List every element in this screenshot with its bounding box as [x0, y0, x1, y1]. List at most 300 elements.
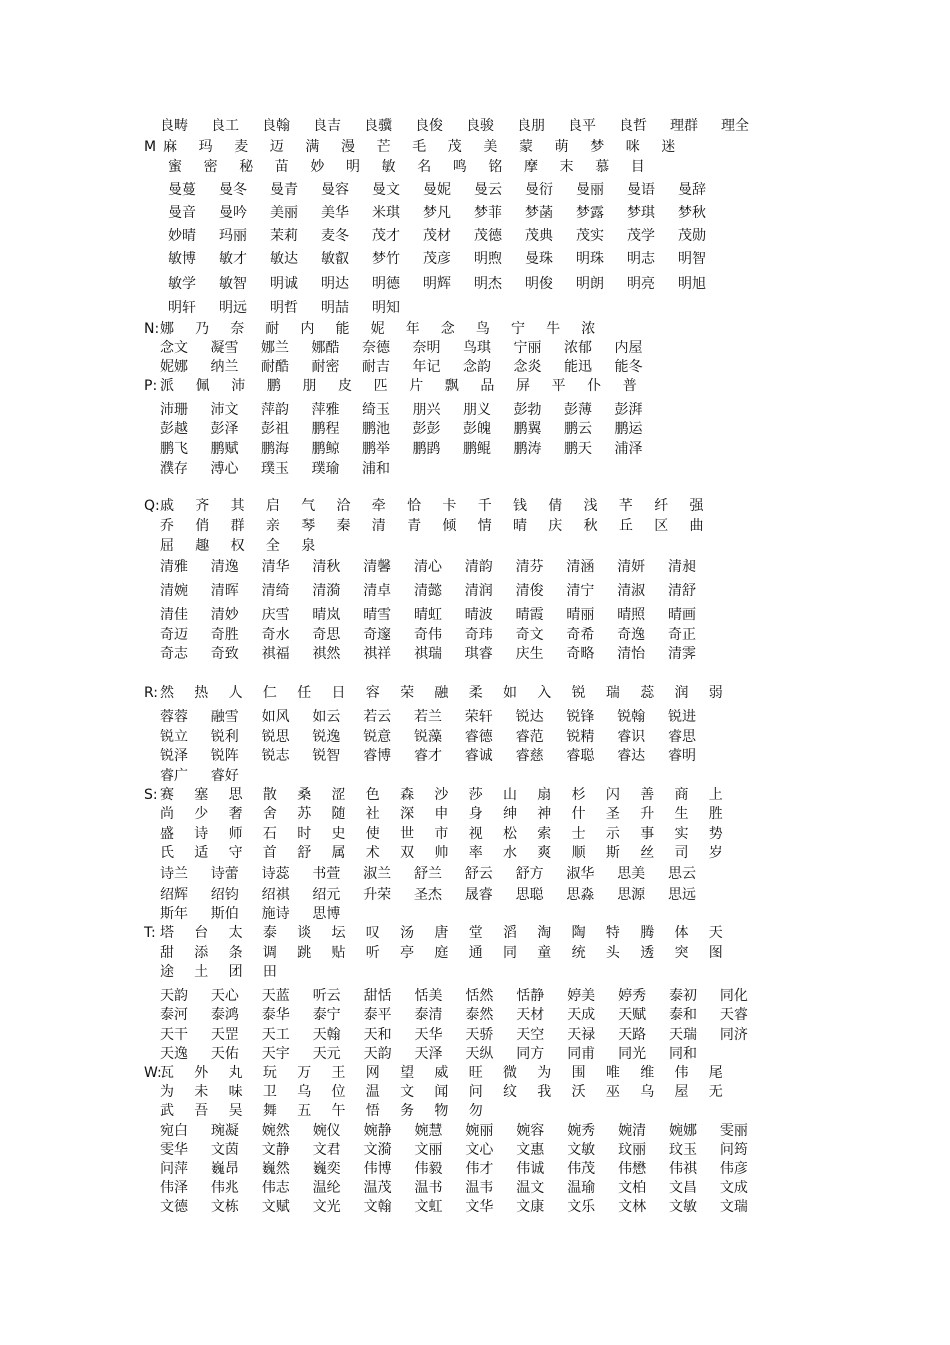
name-entry: 泰清 — [414, 1007, 443, 1023]
name-entry: 温纶 — [312, 1180, 341, 1196]
name-entry: 田 — [262, 964, 277, 980]
name-entry: 朋 — [302, 378, 317, 394]
name-entry: 鹏海 — [261, 441, 289, 457]
text-line — [0, 1178, 950, 1198]
name-entry: 青 — [407, 518, 422, 534]
name-entry: 锐逸 — [312, 729, 341, 745]
text-line — [0, 683, 950, 703]
name-entry: 萍雅 — [311, 402, 340, 418]
name-entry: 美华 — [321, 205, 349, 221]
name-entry: 率 — [468, 845, 483, 861]
name-entry: 瑞 — [605, 685, 620, 701]
name-entry: 社 — [365, 806, 380, 822]
text-line — [0, 249, 950, 269]
name-entry: 武 — [160, 1103, 174, 1119]
text-line — [0, 746, 950, 766]
name-entry: 彭薄 — [564, 402, 592, 418]
name-entry: 晴照 — [617, 607, 646, 623]
name-entry: 茂德 — [474, 228, 502, 244]
name-entry: 婉容 — [516, 1123, 545, 1139]
name-entry: 明朗 — [576, 276, 604, 292]
name-entry: 微 — [503, 1065, 517, 1081]
name-entry: 苗 — [274, 159, 289, 175]
name-entry: 屈 — [160, 538, 174, 554]
name-entry: 思聪 — [515, 887, 544, 903]
name-entry: 听 — [365, 945, 380, 961]
name-entry: 妮 — [370, 321, 385, 337]
name-entry: 茂典 — [525, 228, 553, 244]
name-entry: 赛 — [160, 787, 174, 803]
name-entry: 天纵 — [465, 1046, 494, 1062]
name-entry: 生 — [674, 806, 689, 822]
name-entry: 文赋 — [261, 1199, 290, 1215]
name-entry: 伟兆 — [210, 1180, 239, 1196]
name-entry: 趣 — [195, 538, 210, 554]
name-entry: 蓉蓉 — [160, 709, 188, 725]
text-line — [0, 180, 950, 200]
name-entry: 明哲 — [270, 300, 298, 316]
name-entry: 斯伯 — [210, 906, 239, 922]
name-entry: 敏博 — [168, 251, 196, 267]
name-entry: 锐立 — [160, 729, 188, 745]
name-entry: 文昌 — [669, 1180, 697, 1196]
name-entry: 务 — [400, 1103, 415, 1119]
text-line — [0, 1159, 950, 1179]
name-entry: 温书 — [414, 1180, 443, 1196]
name-entry: 吾 — [194, 1103, 209, 1119]
name-entry: 善 — [640, 787, 655, 803]
name-entry: 秘 — [239, 159, 254, 175]
name-entry: 倩 — [548, 498, 563, 514]
name-entry: 清舒 — [668, 583, 696, 599]
name-entry: 敏学 — [168, 276, 196, 292]
name-entry: 年记 — [412, 359, 441, 375]
name-entry: 勿 — [468, 1103, 483, 1119]
name-entry: 晴霞 — [515, 607, 544, 623]
name-entry: 泰华 — [261, 1007, 290, 1023]
section-letter: Q: — [144, 498, 160, 514]
name-entry: 钱 — [513, 498, 527, 514]
section-letter: P: — [144, 378, 158, 394]
name-entry: 深 — [400, 806, 415, 822]
name-entry: 贴 — [331, 945, 346, 961]
name-entry: 玩 — [262, 1065, 277, 1081]
text-line — [0, 843, 950, 863]
name-entry: 奇邃 — [363, 627, 392, 643]
name-entry: 岁 — [708, 845, 723, 861]
name-entry: 睿思 — [668, 729, 696, 745]
name-entry: 清卓 — [363, 583, 392, 599]
name-entry: 文君 — [312, 1142, 341, 1158]
name-entry: 奇文 — [515, 627, 544, 643]
name-entry: 汤 — [400, 925, 415, 941]
text-line — [0, 986, 950, 1006]
name-entry: 清馨 — [363, 559, 392, 575]
text-line — [0, 226, 950, 246]
name-entry: 文光 — [312, 1199, 341, 1215]
name-entry: 泰宁 — [312, 1007, 341, 1023]
name-entry: 奈明 — [412, 340, 441, 356]
name-entry: 上 — [708, 787, 723, 803]
name-entry: 蕊 — [640, 685, 655, 701]
name-entry: 彭泽 — [210, 421, 239, 437]
name-entry: 美丽 — [270, 205, 298, 221]
name-entry: 天韵 — [363, 1046, 392, 1062]
name-entry: 匹 — [373, 378, 388, 394]
name-entry: 牵 — [371, 498, 386, 514]
name-entry: 通 — [468, 945, 483, 961]
name-entry: 淑华 — [566, 866, 595, 882]
name-entry: 鹏赋 — [210, 441, 239, 457]
name-entry: 纤 — [654, 498, 669, 514]
name-entry: 明杰 — [474, 276, 502, 292]
name-entry: 散 — [262, 787, 277, 803]
name-entry: 奇水 — [261, 627, 290, 643]
name-entry: 娜兰 — [261, 340, 289, 356]
name-entry: 尾 — [708, 1065, 723, 1081]
name-entry: 锐思 — [261, 729, 290, 745]
name-entry: 书萱 — [312, 866, 341, 882]
name-entry: 舒兰 — [414, 866, 442, 882]
name-entry: 奇略 — [566, 646, 595, 662]
name-entry: 沛珊 — [160, 402, 188, 418]
name-entry: 入 — [537, 685, 552, 701]
name-entry: 鹏天 — [564, 441, 592, 457]
name-entry: 特 — [605, 925, 620, 941]
name-entry: 团 — [228, 964, 243, 980]
name-entry: 天元 — [312, 1046, 341, 1062]
name-entry: 片 — [409, 378, 424, 394]
name-entry: 瓦 — [160, 1065, 174, 1081]
name-entry: 天材 — [516, 1007, 545, 1023]
name-entry: 明 — [346, 159, 360, 175]
name-entry: 曲 — [689, 518, 704, 534]
name-entry: 五 — [297, 1103, 312, 1119]
name-entry: 梦凡 — [423, 205, 451, 221]
name-entry: 彭彭 — [412, 421, 441, 437]
name-entry: 天干 — [160, 1027, 188, 1043]
name-entry: 任 — [297, 685, 312, 701]
name-entry: 奢 — [228, 806, 243, 822]
name-entry: 念文 — [160, 340, 188, 356]
name-entry: 天宇 — [261, 1046, 290, 1062]
name-entry: 晴波 — [464, 607, 493, 623]
name-entry: 敏智 — [219, 276, 247, 292]
name-entry: 文成 — [719, 1180, 748, 1196]
name-entry: 叹 — [365, 925, 380, 941]
name-entry: 睿范 — [515, 729, 544, 745]
name-entry: 同光 — [618, 1046, 647, 1062]
text-line — [0, 581, 950, 601]
name-entry: 天翰 — [312, 1027, 341, 1043]
name-entry: 浦和 — [362, 461, 390, 477]
name-entry: 王 — [331, 1065, 346, 1081]
name-entry: 其 — [230, 498, 245, 514]
name-entry: 睿广 — [160, 768, 188, 784]
name-entry: 锐智 — [312, 748, 341, 764]
name-entry: 锐泽 — [160, 748, 188, 764]
name-entry: 敏叡 — [321, 251, 349, 267]
name-entry: 祺祥 — [363, 646, 392, 662]
name-entry: 泉 — [301, 538, 316, 554]
name-entry: 伟 — [674, 1065, 689, 1081]
name-entry: 森 — [400, 787, 415, 803]
name-entry: 群 — [230, 518, 245, 534]
name-entry: 明诚 — [270, 276, 298, 292]
name-entry: 良骥 — [364, 118, 392, 134]
name-entry: 睿博 — [363, 748, 392, 764]
name-entry: 明志 — [627, 251, 655, 267]
name-entry: 奇伟 — [414, 627, 442, 643]
name-entry: 史 — [331, 826, 346, 842]
name-entry: 师 — [228, 826, 243, 842]
name-entry: 未 — [194, 1084, 209, 1100]
name-entry: 鹏程 — [311, 421, 340, 437]
name-entry: 淑兰 — [363, 866, 392, 882]
name-entry: 乌 — [640, 1084, 655, 1100]
text-line — [0, 766, 950, 786]
name-entry: 坛 — [331, 925, 346, 941]
name-entry: 美 — [483, 139, 498, 155]
section-letter: T: — [144, 925, 156, 941]
name-entry: 突 — [674, 945, 689, 961]
name-entry: 绍元 — [312, 887, 341, 903]
name-entry: 圣杰 — [414, 887, 442, 903]
name-entry: 娜 — [160, 321, 174, 337]
name-entry: 泰鸿 — [210, 1007, 239, 1023]
name-entry: 曼妮 — [423, 182, 451, 198]
name-entry: 名 — [417, 159, 432, 175]
name-entry: 锐意 — [363, 729, 392, 745]
name-entry: 婉慧 — [414, 1123, 443, 1139]
name-entry: 麦 — [234, 139, 249, 155]
name-entry: 明旭 — [678, 276, 706, 292]
name-entry: 途 — [160, 964, 174, 980]
name-entry: 宁丽 — [513, 340, 542, 356]
text-line — [0, 1005, 950, 1025]
name-entry: 鹏飞 — [160, 441, 188, 457]
name-entry: 司 — [674, 845, 689, 861]
text-line — [0, 785, 950, 805]
name-entry: 宛白 — [160, 1123, 188, 1139]
name-entry: 恬静 — [516, 988, 545, 1004]
name-entry: 睿识 — [617, 729, 646, 745]
name-entry: 乔 — [160, 518, 174, 534]
name-entry: 文乐 — [567, 1199, 596, 1215]
name-entry: 谈 — [297, 925, 312, 941]
name-entry: 望 — [400, 1065, 415, 1081]
name-entry: 天心 — [210, 988, 239, 1004]
name-entry: 理全 — [721, 118, 749, 134]
name-entry: 神 — [537, 806, 552, 822]
name-entry: 文华 — [465, 1199, 494, 1215]
name-entry: 宁 — [511, 321, 525, 337]
name-entry: 敏达 — [270, 251, 298, 267]
name-entry: 世 — [400, 826, 415, 842]
name-entry: 文翰 — [363, 1199, 392, 1215]
name-entry: 恬美 — [414, 988, 443, 1004]
name-entry: 恰 — [407, 498, 422, 514]
name-entry: 米琪 — [372, 205, 400, 221]
name-entry: 唐 — [434, 925, 449, 941]
name-entry: 文心 — [465, 1142, 494, 1158]
name-entry: 融雪 — [210, 709, 239, 725]
name-entry: 卫 — [262, 1084, 277, 1100]
name-entry: 维 — [640, 1065, 655, 1081]
name-entry: 伟博 — [363, 1161, 392, 1177]
name-entry: 璞瑜 — [311, 461, 340, 477]
name-entry: 爽 — [537, 845, 552, 861]
name-entry: 思美 — [617, 866, 646, 882]
name-entry: 曼文 — [372, 182, 400, 198]
name-entry: 咪 — [625, 139, 640, 155]
name-entry: 顺 — [571, 845, 586, 861]
name-entry: 使 — [365, 826, 380, 842]
name-entry: 透 — [640, 945, 655, 961]
name-entry: 荣轩 — [464, 709, 493, 725]
name-entry: 圣 — [605, 806, 620, 822]
name-entry: 鹏鲲 — [463, 441, 491, 457]
name-entry: 天佑 — [210, 1046, 239, 1062]
section-letter: N: — [144, 321, 160, 337]
name-entry: 天骄 — [465, 1027, 494, 1043]
name-entry: 梦秋 — [678, 205, 706, 221]
name-entry: 同和 — [669, 1046, 697, 1062]
name-entry: 明德 — [372, 276, 400, 292]
name-entry: 睿达 — [617, 748, 646, 764]
name-entry: 巍昂 — [210, 1161, 239, 1177]
name-entry: 敏才 — [219, 251, 247, 267]
name-entry: 塔 — [160, 925, 174, 941]
text-line — [0, 439, 950, 459]
text-line — [0, 1101, 950, 1121]
name-entry: 念韵 — [463, 359, 491, 375]
name-entry: 鸣 — [452, 159, 467, 175]
name-entry: 沙 — [434, 787, 449, 803]
name-entry: 实 — [674, 826, 689, 842]
name-entry: 荣 — [400, 685, 415, 701]
name-entry: 亭 — [400, 945, 415, 961]
name-entry: 旺 — [468, 1065, 483, 1081]
name-entry: 舞 — [262, 1103, 277, 1119]
name-entry: 升荣 — [363, 887, 392, 903]
name-entry: 良朋 — [517, 118, 545, 134]
name-entry: 热 — [194, 685, 209, 701]
name-entry: 同化 — [719, 988, 748, 1004]
name-entry: 文瑞 — [719, 1199, 748, 1215]
name-entry: 思远 — [668, 887, 696, 903]
name-entry: 婉秀 — [567, 1123, 596, 1139]
name-entry: 腾 — [640, 925, 655, 941]
name-entry: 卡 — [442, 498, 457, 514]
name-entry: 曼吟 — [219, 205, 247, 221]
name-entry: 绍钧 — [210, 887, 239, 903]
name-entry: 仁 — [262, 685, 277, 701]
name-entry: 松 — [503, 826, 517, 842]
name-entry: 良工 — [211, 118, 239, 134]
name-entry: 泰 — [262, 925, 277, 941]
name-entry: 天韵 — [160, 988, 188, 1004]
text-line — [0, 904, 950, 924]
name-entry: 婉娜 — [669, 1123, 697, 1139]
name-entry: 思淼 — [566, 887, 595, 903]
name-entry: 皮 — [338, 378, 352, 394]
name-entry: 鹏池 — [362, 421, 390, 437]
name-entry: 清韵 — [464, 559, 493, 575]
name-entry: 梦琪 — [627, 205, 655, 221]
text-line — [0, 319, 950, 339]
name-entry: 琴 — [301, 518, 316, 534]
name-entry: 天睿 — [719, 1007, 748, 1023]
name-entry: 平 — [551, 378, 566, 394]
name-entry: 婉静 — [363, 1123, 392, 1139]
name-entry: 沛 — [231, 378, 246, 394]
name-entry: 琬凝 — [210, 1123, 239, 1139]
name-entry: 舍 — [262, 806, 277, 822]
name-entry: 太 — [228, 925, 243, 941]
name-entry: 温韦 — [465, 1180, 494, 1196]
name-entry: 清晖 — [210, 583, 239, 599]
name-entry: 晴雪 — [363, 607, 392, 623]
name-entry: 天路 — [618, 1027, 647, 1043]
name-entry: 浓 — [581, 321, 596, 337]
name-entry: 鹏云 — [564, 421, 592, 437]
name-entry: 甜恬 — [363, 988, 392, 1004]
name-entry: 内 — [300, 321, 315, 337]
name-entry: 丘 — [618, 518, 633, 534]
name-entry: 巫 — [605, 1084, 620, 1100]
name-entry: 盛 — [160, 826, 174, 842]
text-line — [0, 864, 950, 884]
name-entry: 清懿 — [414, 583, 442, 599]
name-entry: 清芬 — [515, 559, 544, 575]
name-entry: 浓郁 — [564, 340, 592, 356]
name-entry: 玟玉 — [669, 1142, 697, 1158]
name-entry: 伟才 — [465, 1161, 494, 1177]
name-entry: 无 — [708, 1084, 723, 1100]
name-entry: 明亮 — [627, 276, 655, 292]
name-entry: 如 — [503, 685, 517, 701]
text-line — [0, 1197, 950, 1217]
name-entry: 梦竹 — [372, 251, 400, 267]
name-entry: 屋 — [674, 1084, 689, 1100]
text-line — [0, 1121, 950, 1141]
name-entry: 奈德 — [362, 340, 390, 356]
name-entry: 巍然 — [261, 1161, 290, 1177]
name-entry: 杉 — [571, 787, 586, 803]
name-entry: 锐精 — [566, 729, 595, 745]
name-entry: 申 — [434, 806, 449, 822]
name-entry: 良骏 — [466, 118, 494, 134]
name-entry: 清婉 — [160, 583, 188, 599]
name-entry: 天空 — [516, 1027, 545, 1043]
name-entry: 庭 — [434, 945, 449, 961]
name-entry: 首 — [262, 845, 277, 861]
text-line — [0, 536, 950, 556]
text-line — [0, 605, 950, 625]
name-entry: 天逸 — [160, 1046, 188, 1062]
name-entry: 条 — [228, 945, 243, 961]
name-entry: 清妍 — [617, 559, 646, 575]
name-entry: 文德 — [160, 1199, 188, 1215]
name-entry: 日 — [331, 685, 346, 701]
name-entry: 曼辞 — [678, 182, 706, 198]
name-entry: 锐锋 — [566, 709, 595, 725]
text-line — [0, 459, 950, 479]
name-entry: 鹏举 — [362, 441, 390, 457]
name-entry: 锐进 — [668, 709, 696, 725]
section-letter: S: — [144, 787, 158, 803]
